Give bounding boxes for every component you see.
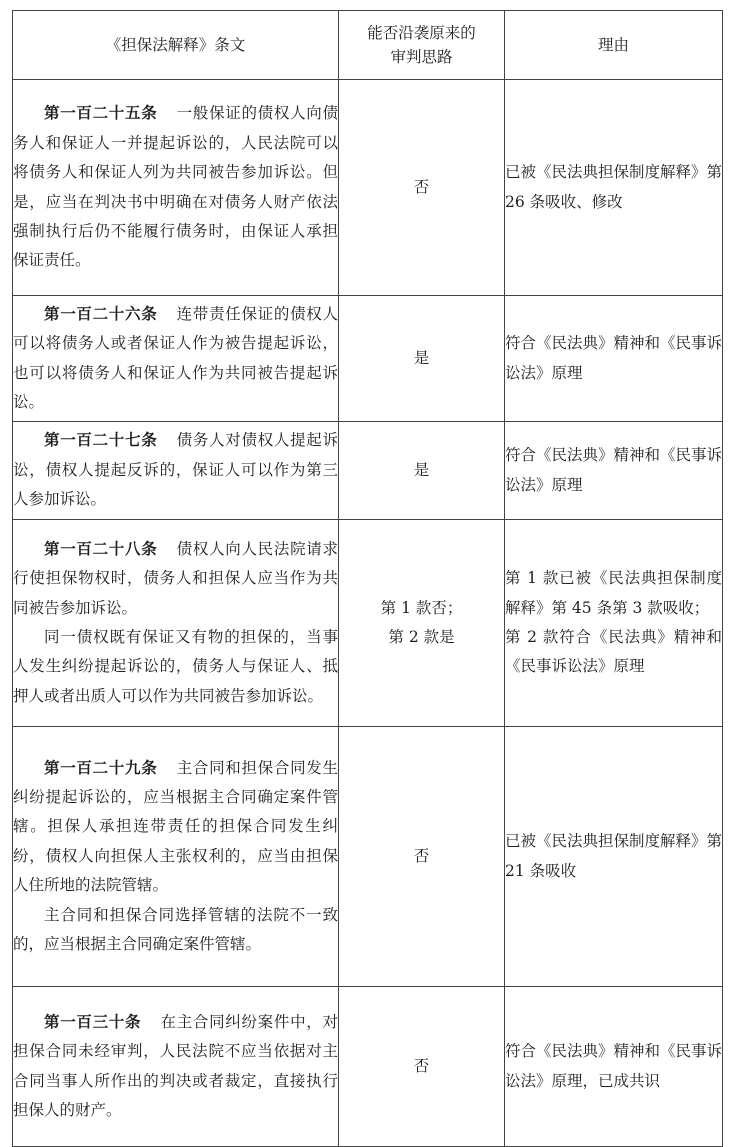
verdict-text: 否	[413, 1057, 430, 1075]
article-text: 在主合同纠纷案件中，对担保合同未经审判，人民法院不应当依据对主合同当事人所作出的判决或者裁定，直接执行担保人的财产。	[13, 1012, 338, 1119]
provisions-table	[12, 10, 723, 1147]
article-number: 第一百三十条	[44, 1012, 142, 1031]
reason-text: 已被《民法典担保制度解释》第 21 条吸收	[505, 832, 723, 880]
article-text: 债权人向人民法院请求行使担保物权时，债务人和担保人应当作为共同被告参加诉讼。	[13, 539, 338, 617]
reason-text: 符合《民法典》精神和《民事诉讼法》原理	[505, 446, 723, 494]
verdict-cell	[339, 520, 505, 727]
table-row	[13, 987, 723, 1147]
verdict-cell	[339, 987, 505, 1147]
reason-text: 符合《民法典》精神和《民事诉讼法》原理	[505, 334, 723, 382]
article-paragraph	[13, 754, 338, 901]
document-page	[12, 10, 722, 1147]
article-paragraph	[13, 623, 338, 711]
verdict-cell	[339, 80, 505, 296]
table-row	[13, 727, 723, 987]
header-reason: 理由	[505, 11, 723, 80]
article-cell	[13, 296, 339, 422]
reason-cell	[505, 80, 723, 296]
article-number: 第一百二十五条	[44, 104, 158, 123]
article-number: 第一百二十九条	[44, 758, 158, 777]
table-row	[13, 80, 723, 296]
article-paragraph	[13, 901, 338, 960]
article-paragraph	[13, 535, 338, 623]
reason-text: 第 1 款已被《民法典担保制度解释》第 45 条第 3 款吸收；	[505, 569, 722, 617]
article-text: 主合同和担保合同发生纠纷提起诉讼的，应当根据主合同确定案件管辖。担保人承担连带责任的担保合同发生纠纷，债权人向担保人主张权利的，应当由担保人住所地的法院管辖。	[13, 758, 338, 895]
article-cell	[13, 987, 339, 1147]
header-article: 《担保法解释》条文	[13, 11, 339, 80]
header-verdict-line1: 能否沿袭原来的	[367, 24, 476, 42]
reason-text: 已被《民法典担保制度解释》第 26 条吸收、修改	[505, 163, 723, 211]
verdict-text: 否	[413, 178, 430, 196]
article-text: 连带责任保证的债权人可以将债务人或者保证人作为被告提起诉讼，也可以将债务人和保证人作为共同被告提起诉讼。	[13, 304, 338, 411]
article-cell	[13, 422, 339, 520]
reason-cell	[505, 727, 723, 987]
verdict-text: 第 1 款否；	[380, 599, 463, 617]
table-row	[13, 520, 723, 727]
article-text: 同一债权既有保证又有物的担保的，当事人发生纠纷提起诉讼的，债务人与保证人、抵押人或者出质人可以作为共同被告参加诉讼。	[13, 628, 338, 705]
reason-cell	[505, 296, 723, 422]
reason-cell	[505, 422, 723, 520]
verdict-cell	[339, 727, 505, 987]
article-text: 一般保证的债权人向债务人和保证人一并提起诉讼的，人民法院可以将债务人和保证人列为共同被告参加诉讼。但是，应当在判决书中明确在对债务人财产依法强制执行后仍不能履行债务时，由保证人承担保证责任。	[13, 104, 338, 270]
verdict-text: 第 2 款是	[388, 628, 455, 646]
header-verdict-line2: 审判思路	[390, 48, 453, 66]
verdict-text: 否	[413, 847, 430, 865]
verdict-cell	[339, 296, 505, 422]
article-number: 第一百二十八条	[44, 539, 158, 558]
table-row	[13, 296, 723, 422]
verdict-text: 是	[413, 349, 430, 367]
table-row	[13, 422, 723, 520]
reason-text: 第 2 款符合《民法典》精神和《民事诉讼法》原理	[505, 628, 722, 676]
article-paragraph	[13, 300, 338, 418]
article-cell	[13, 727, 339, 987]
article-cell	[13, 80, 339, 296]
reason-text: 符合《民法典》精神和《民事诉讼法》原理，已成共识	[505, 1042, 723, 1090]
reason-cell	[505, 520, 723, 727]
article-number: 第一百二十七条	[44, 431, 158, 450]
article-cell	[13, 520, 339, 727]
verdict-cell	[339, 422, 505, 520]
article-number: 第一百二十六条	[44, 304, 158, 323]
header-row	[13, 11, 723, 80]
verdict-text: 是	[413, 461, 430, 479]
reason-cell	[505, 987, 723, 1147]
article-paragraph	[13, 99, 338, 275]
header-verdict	[339, 11, 505, 80]
article-text: 债务人对债权人提起诉讼，债权人提起反诉的，保证人可以作为第三人参加诉讼。	[13, 431, 338, 509]
article-text: 主合同和担保合同选择管辖的法院不一致的，应当根据主合同确定案件管辖。	[13, 905, 338, 954]
article-paragraph	[13, 1008, 338, 1126]
article-paragraph	[13, 426, 338, 514]
